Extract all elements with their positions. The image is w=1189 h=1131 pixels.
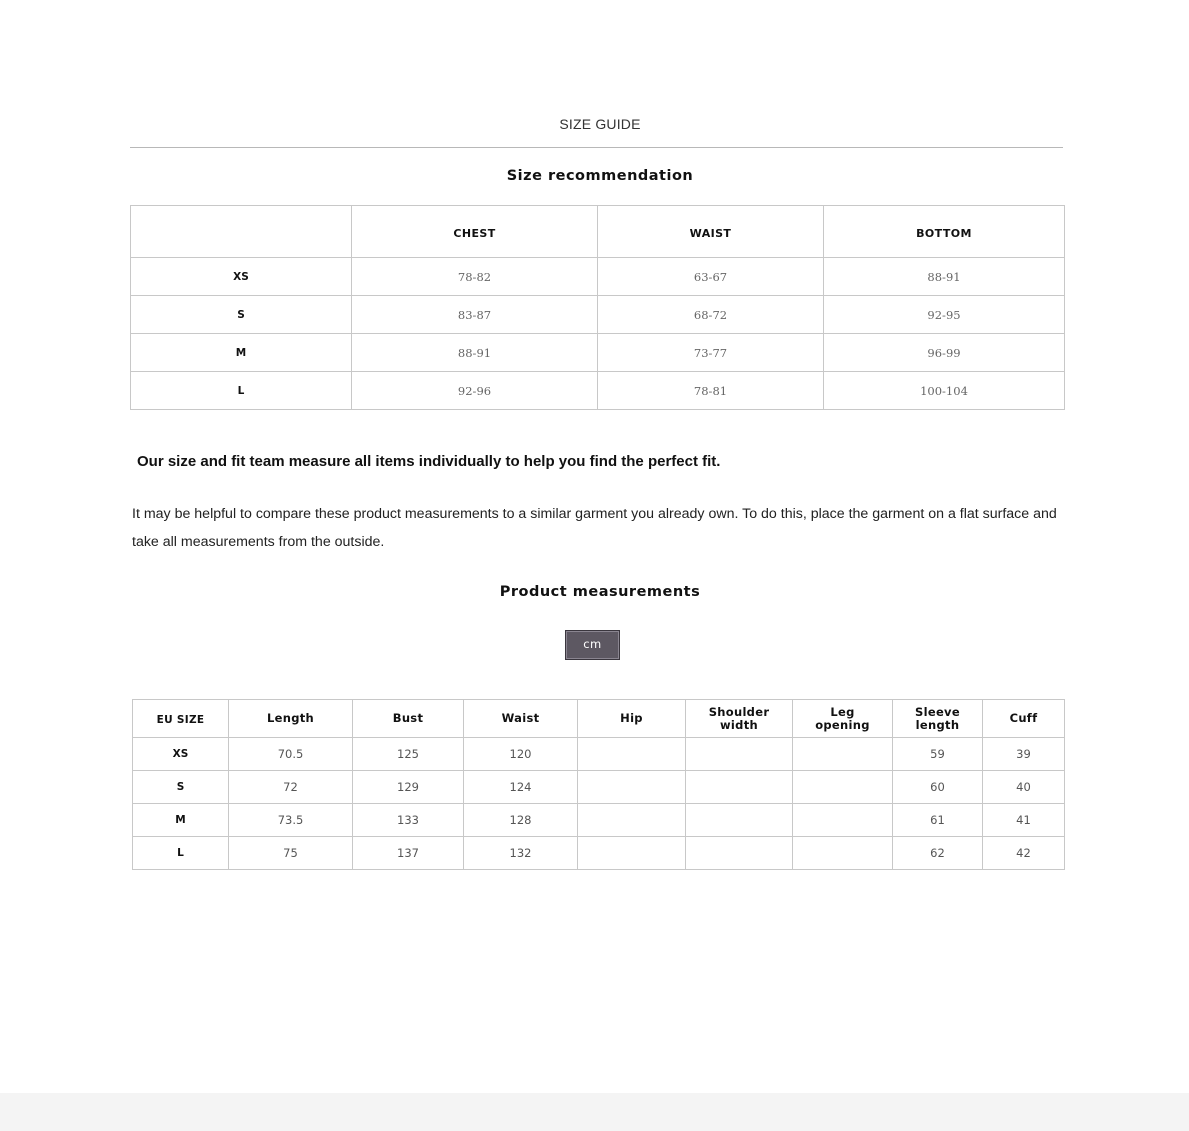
length-cell: 75 bbox=[229, 837, 353, 870]
length-cell: 70.5 bbox=[229, 738, 353, 771]
size-recommendation-heading: Size recommendation bbox=[506, 168, 694, 184]
length-cell: 73.5 bbox=[229, 804, 353, 837]
sleeve-length-cell: 62 bbox=[893, 837, 983, 870]
unit-cm-button[interactable]: cm bbox=[565, 630, 620, 660]
column-header-sleeve-length: Sleeve length bbox=[893, 700, 983, 738]
leg-opening-cell bbox=[793, 771, 893, 804]
size-cell: XS bbox=[131, 258, 352, 296]
size-cell: L bbox=[131, 372, 352, 410]
leg-opening-cell bbox=[793, 804, 893, 837]
chest-cell: 88-91 bbox=[352, 334, 598, 372]
column-header-waist: WAIST bbox=[598, 206, 824, 258]
table-header-row bbox=[131, 206, 1065, 258]
cuff-cell: 42 bbox=[983, 837, 1065, 870]
sleeve-length-cell: 59 bbox=[893, 738, 983, 771]
hip-cell bbox=[578, 837, 686, 870]
fit-team-heading: Our size and fit team measure all items individually to help you find the perfect fit. bbox=[137, 453, 721, 470]
size-cell: S bbox=[133, 771, 229, 804]
table-row bbox=[133, 738, 1065, 771]
sleeve-length-cell: 61 bbox=[893, 804, 983, 837]
table-row bbox=[133, 837, 1065, 870]
fit-instructions-paragraph: It may be helpful to compare these product measurements to a similar garment you already own. To do this, place the garment on a flat surface and take all measurements from the outside. bbox=[132, 506, 1057, 550]
product-measurements-heading: Product measurements bbox=[499, 584, 701, 600]
size-cell: S bbox=[131, 296, 352, 334]
size-cell: L bbox=[133, 837, 229, 870]
column-header-size bbox=[131, 206, 352, 258]
table-row bbox=[133, 771, 1065, 804]
shoulder-width-cell bbox=[686, 771, 793, 804]
waist-cell: 68-72 bbox=[598, 296, 824, 334]
hip-cell bbox=[578, 804, 686, 837]
size-recommendation-table bbox=[130, 205, 1065, 410]
table-row bbox=[131, 372, 1065, 410]
column-header-eu-size: EU SIZE bbox=[133, 700, 229, 738]
bottom-cell: 96-99 bbox=[824, 334, 1065, 372]
hip-cell bbox=[578, 738, 686, 771]
bust-cell: 129 bbox=[353, 771, 464, 804]
leg-opening-cell bbox=[793, 738, 893, 771]
length-cell: 72 bbox=[229, 771, 353, 804]
waist-cell: 73-77 bbox=[598, 334, 824, 372]
waist-cell: 128 bbox=[464, 804, 578, 837]
cuff-cell: 39 bbox=[983, 738, 1065, 771]
title-divider bbox=[130, 147, 1063, 148]
chest-cell: 92-96 bbox=[352, 372, 598, 410]
column-header-leg-opening: Leg opening bbox=[793, 700, 893, 738]
bust-cell: 133 bbox=[353, 804, 464, 837]
bottom-cell: 100-104 bbox=[824, 372, 1065, 410]
bottom-cell: 88-91 bbox=[824, 258, 1065, 296]
column-header-hip: Hip bbox=[578, 700, 686, 738]
waist-cell: 132 bbox=[464, 837, 578, 870]
hip-cell bbox=[578, 771, 686, 804]
bust-cell: 125 bbox=[353, 738, 464, 771]
footer-band bbox=[0, 1093, 1189, 1131]
shoulder-width-cell bbox=[686, 804, 793, 837]
table-row bbox=[131, 334, 1065, 372]
waist-cell: 63-67 bbox=[598, 258, 824, 296]
shoulder-width-cell bbox=[686, 837, 793, 870]
size-cell: M bbox=[133, 804, 229, 837]
size-cell: M bbox=[131, 334, 352, 372]
table-row bbox=[131, 258, 1065, 296]
chest-cell: 78-82 bbox=[352, 258, 598, 296]
chest-cell: 83-87 bbox=[352, 296, 598, 334]
column-header-cuff: Cuff bbox=[983, 700, 1065, 738]
product-measurements-table bbox=[132, 699, 1065, 870]
bust-cell: 137 bbox=[353, 837, 464, 870]
page-title: SIZE GUIDE bbox=[559, 116, 641, 132]
column-header-shoulder-width: Shoulder width bbox=[686, 700, 793, 738]
cuff-cell: 40 bbox=[983, 771, 1065, 804]
cuff-cell: 41 bbox=[983, 804, 1065, 837]
waist-cell: 78-81 bbox=[598, 372, 824, 410]
table-header-row bbox=[133, 700, 1065, 738]
waist-cell: 124 bbox=[464, 771, 578, 804]
column-header-chest: CHEST bbox=[352, 206, 598, 258]
table-row bbox=[131, 296, 1065, 334]
table-row bbox=[133, 804, 1065, 837]
bottom-cell: 92-95 bbox=[824, 296, 1065, 334]
sleeve-length-cell: 60 bbox=[893, 771, 983, 804]
column-header-waist: Waist bbox=[464, 700, 578, 738]
size-cell: XS bbox=[133, 738, 229, 771]
column-header-bust: Bust bbox=[353, 700, 464, 738]
column-header-bottom: BOTTOM bbox=[824, 206, 1065, 258]
column-header-length: Length bbox=[229, 700, 353, 738]
leg-opening-cell bbox=[793, 837, 893, 870]
shoulder-width-cell bbox=[686, 738, 793, 771]
waist-cell: 120 bbox=[464, 738, 578, 771]
